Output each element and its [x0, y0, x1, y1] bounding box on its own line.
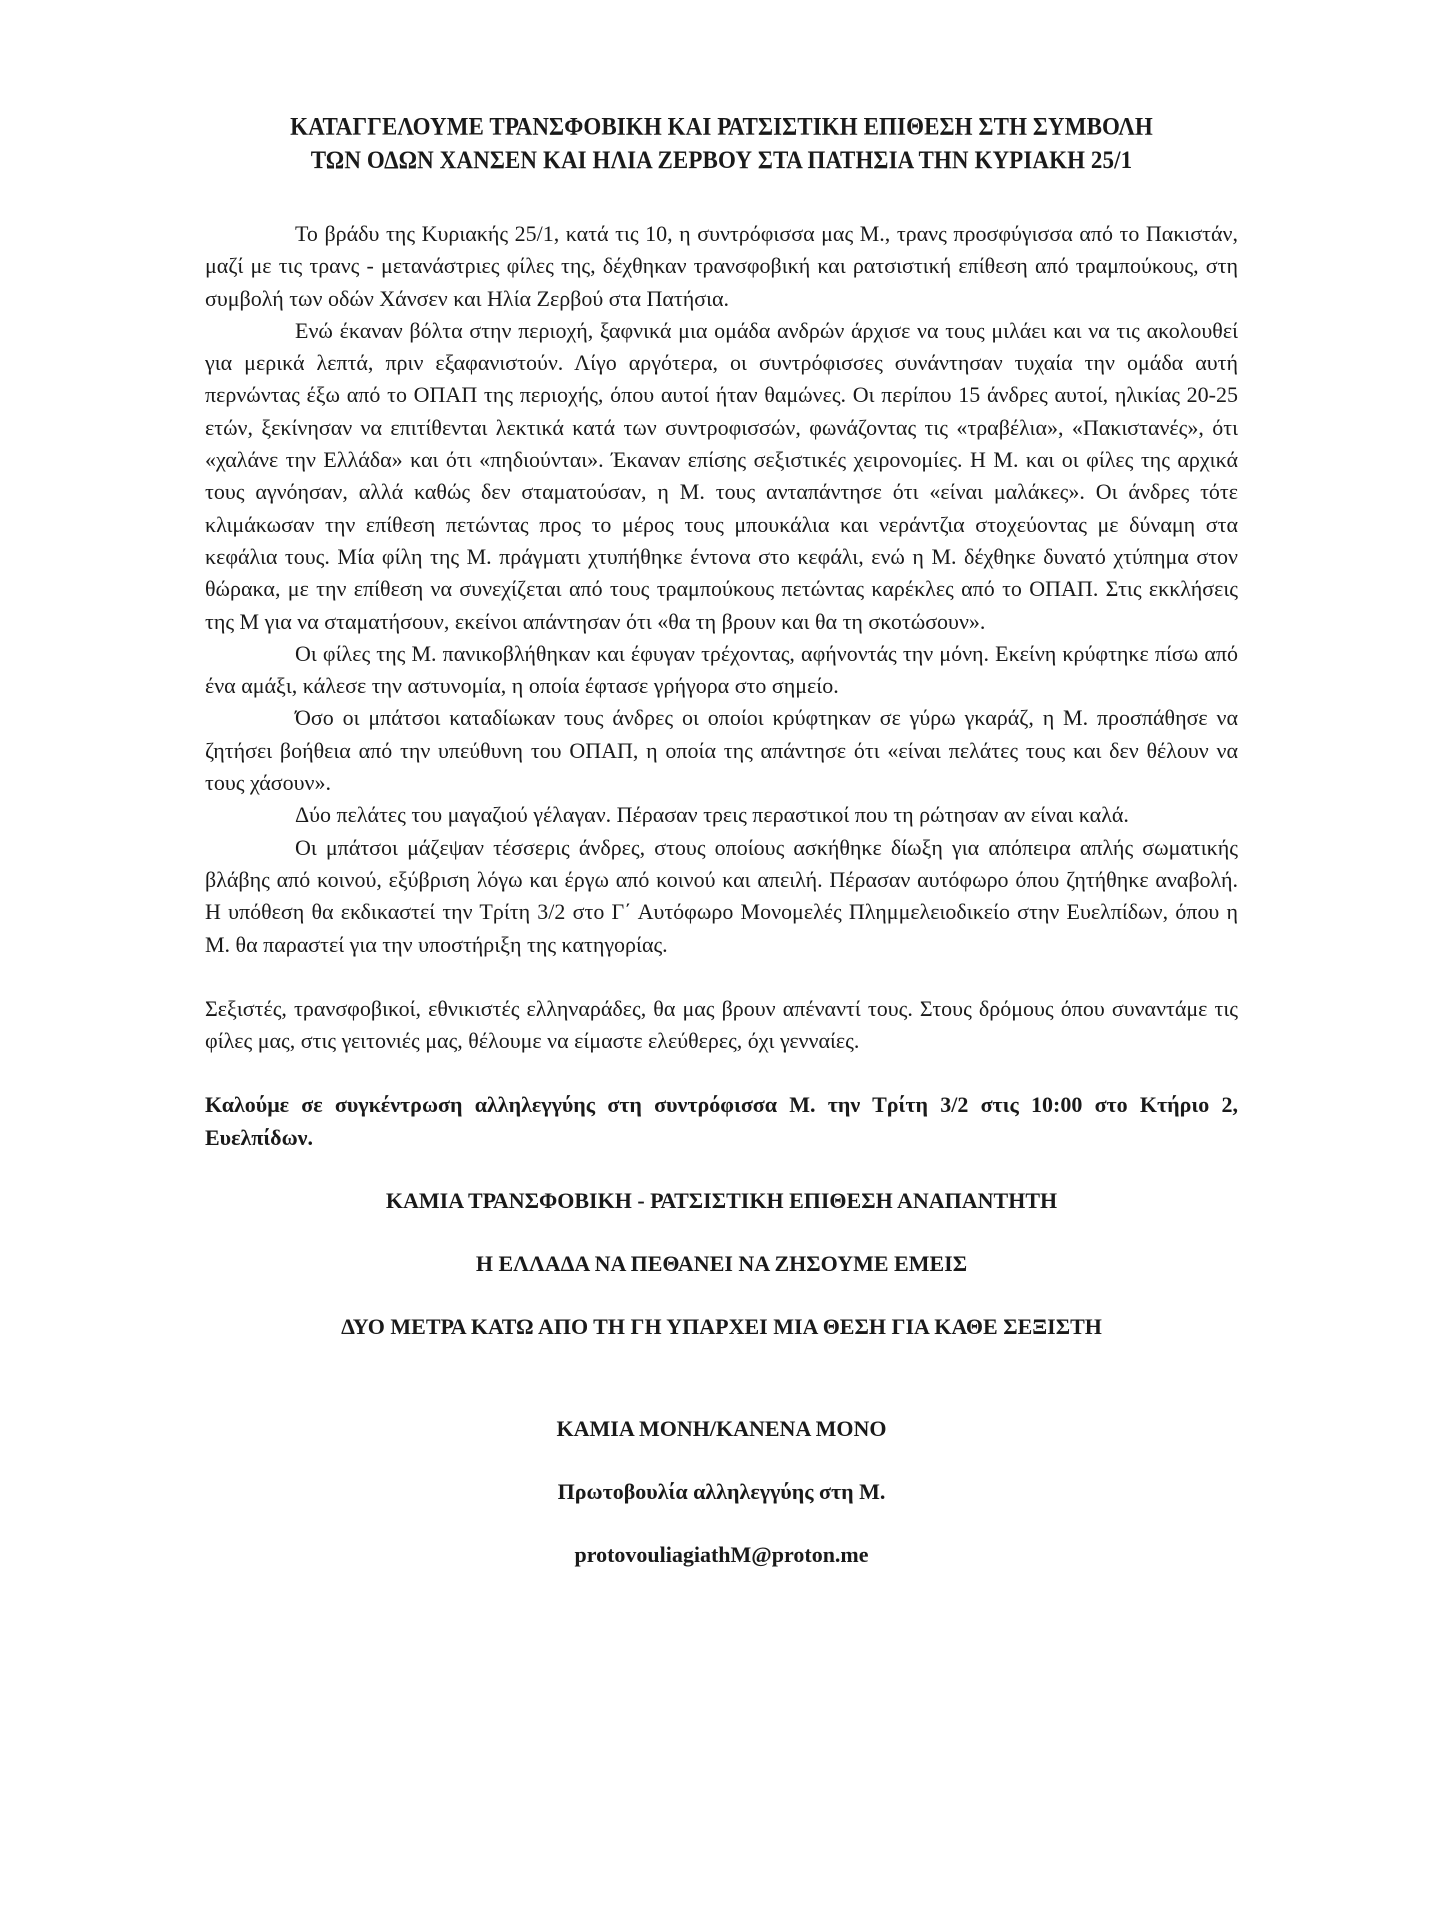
- paragraph-incident: Το βράδυ της Κυριακής 25/1, κατά τις 10, η συντρόφισσα μας Μ., τρανς προσφύγισσα από το Πακιστάν, μαζί με τις τρανς - μετανάστριες φίλες της, δέχθηκαν τρανσφοβική και ρατσιστική επίθεση από τραμπούκους, στη συμβολή των οδών Χάνσεν και Ηλία Ζερβού στα Πατήσια.: [205, 221, 1238, 311]
- call-to-action: Καλούμε σε συγκέντρωση αλληλεγγύης στη συντρόφισσα Μ. την Τρίτη 3/2 στις 10:00 στο Κτήριο 2, Ευελπίδων.: [205, 1092, 1238, 1150]
- slogan-3: ΔΥΟ ΜΕΤΡΑ ΚΑΤΩ ΑΠΟ ΤΗ ΓΗ ΥΠΑΡΧΕΙ ΜΙΑ ΘΕΣΗ ΓΙΑ ΚΑΘΕ ΣΕΞΙΣΤΗ: [341, 1314, 1102, 1340]
- document-title: [205, 110, 1238, 177]
- slogan-1: ΚΑΜΙΑ ΤΡΑΝΣΦΟΒΙΚΗ - ΡΑΤΣΙΣΤΙΚΗ ΕΠΙΘΕΣΗ ΑΝΑΠΑΝΤΗΤΗ: [385, 1188, 1058, 1214]
- paragraph-attack-details: Ενώ έκαναν βόλτα στην περιοχή, ξαφνικά μια ομάδα ανδρών άρχισε να τους μιλάει και να τις ακολουθεί για μερικά λεπτά, πριν εξαφανιστούν. Λίγο αργότερα, οι συντρόφισσες συνάντησαν τυχαία την ομάδα αυτή περνώντας έξω από το ΟΠΑΠ της περιοχής, όπου αυτοί ήταν θαμώνες. Οι περίπου 15 άνδρες αυτοί, ηλικίας 20-25 ετών, ξεκίνησαν να επιτίθενται λεκτικά κατά των συντροφισσών, φωνάζοντας τις «τραβέλια», «Πακιστανές», ότι «χαλάνε την Ελλάδα» και ότι «πηδιούνται». Έκαναν επίσης σεξιστικές χειρονομίες. Η Μ. και οι φίλες της αρχικά τους αγνόησαν, αλλά καθώς δεν σταματούσαν, η Μ. τους ανταπάντησε ότι «είναι μαλάκες». Οι άνδρες τότε κλιμάκωσαν την επίθεση πετώντας προς το μέρος τους μπουκάλια και νεράντζια στοχεύοντας με δύναμη στα κεφάλια τους. Μία φίλη της Μ. πράγματι χτυπήθηκε έντονα στο κεφάλι, ενώ η Μ. δέχθηκε δυνατό χτύπημα στον θώρακα, με την επίθεση να συνεχίζεται από τους τραμπούκους πετώντας καρέκλες από το ΟΠΑΠ. Στις εκκλήσεις της Μ για να σταματήσουν, εκείνοι απάντησαν ότι «θα τη βρουν και θα τη σκοτώσουν».: [205, 317, 1238, 634]
- document-body: [205, 218, 1238, 961]
- slogan-2: Η ΕΛΛΑΔΑ ΝΑ ΠΕΘΑΝΕΙ ΝΑ ΖΗΣΟΥΜΕ ΕΜΕΙΣ: [475, 1251, 968, 1277]
- paragraph-aftermath: Οι φίλες της Μ. πανικοβλήθηκαν και έφυγαν τρέχοντας, αφήνοντάς την μόνη. Εκείνη κρύφτηκε πίσω από ένα αμάξι, κάλεσε την αστυνομία, η οποία έφτασε γρήγορα στο σημείο.: [205, 640, 1238, 699]
- slogans-block: [205, 1186, 1238, 1570]
- paragraph-opap-response: Όσο οι μπάτσοι καταδίωκαν τους άνδρες οι οποίοι κρύφτηκαν σε γύρω γκαράζ, η Μ. προσπάθησε να ζητήσει βοήθεια από την υπεύθυνη του ΟΠΑΠ, η οποία της απάντησε ότι «είναι πελάτες τους και δεν θέλουν να τους χάσουν».: [205, 705, 1238, 796]
- document-page: [205, 110, 1238, 1570]
- paragraph-legal: Οι μπάτσοι μάζεψαν τέσσερις άνδρες, στους οποίους ασκήθηκε δίωξη για απόπειρα απλής σωματικής βλάβης από κοινού, εξύβριση λόγω και έργω από κοινού και απειλή. Πέρασαν αυτόφωρο όπου ζητήθηκε αναβολή. Η υπόθεση θα εκδικαστεί την Τρίτη 3/2 στο Γ΄ Αυτόφωρο Μονομελές Πλημμελειοδικείο στην Ευελπίδων, όπου η Μ. θα παραστεί για την υποστήριξη της κατηγορίας.: [205, 834, 1238, 957]
- slogan-4: ΚΑΜΙΑ ΜΟΝΗ/ΚΑΝΕΝΑ ΜΟΝΟ: [556, 1416, 887, 1442]
- title-line-1: ΚΑΤΑΓΓΕΛΟΥΜΕ ΤΡΑΝΣΦΟΒΙΚΗ ΚΑΙ ΡΑΤΣΙΣΤΙΚΗ ΕΠΙΘΕΣΗ ΣΤΗ ΣΥΜΒΟΛΗ: [290, 112, 1153, 141]
- paragraph-bystanders: Δύο πελάτες του μαγαζιού γέλαγαν. Πέρασαν τρεις περαστικοί που τη ρώτησαν αν είναι καλά.: [295, 802, 1129, 828]
- contact-email[interactable]: protovouliagiathM@proton.me: [574, 1542, 869, 1568]
- closing-paragraph: Σεξιστές, τρανσφοβικοί, εθνικιστές ελληναράδες, θα μας βρουν απέναντί τους. Στους δρόμους όπου συναντάμε τις φίλες μας, στις γειτονιές μας, θέλουμε να είμαστε ελεύθερες, όχι γενναίες.: [205, 995, 1238, 1054]
- signature: Πρωτοβουλία αλληλεγγύης στη Μ.: [557, 1479, 886, 1505]
- title-line-2: ΤΩΝ ΟΔΩΝ ΧΑΝΣΕΝ ΚΑΙ ΗΛΙΑ ΖΕΡΒΟΥ ΣΤΑ ΠΑΤΗΣΙΑ ΤΗΝ ΚΥΡΙΑΚΗ 25/1: [310, 145, 1133, 174]
